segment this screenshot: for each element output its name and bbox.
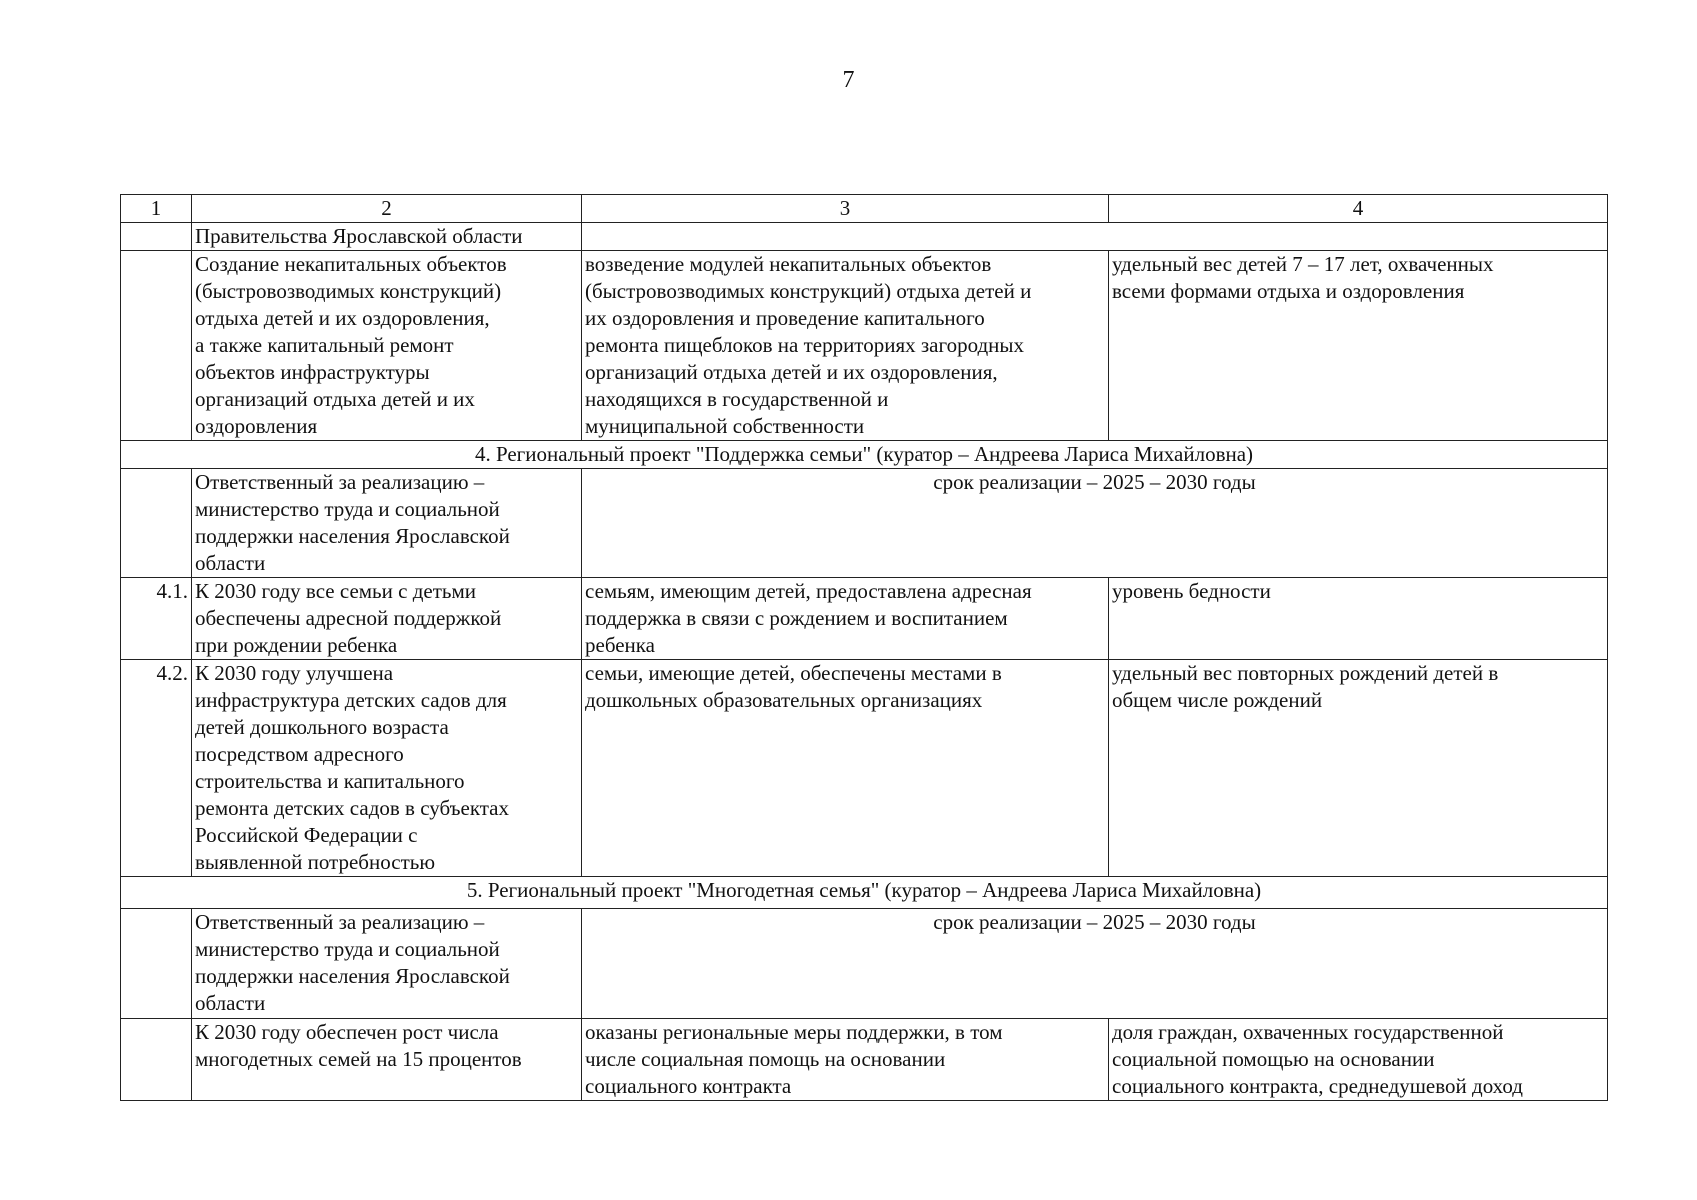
row-number-cell (121, 1019, 192, 1101)
row-result-cell: семьи, имеющие детей, обеспечены местами в дошкольных образовательных организациях (582, 660, 1109, 877)
table-row (121, 251, 1608, 441)
header-col-2: 2 (192, 195, 582, 223)
row-number-cell: 4.1. (121, 578, 192, 660)
row-number-cell (121, 251, 192, 441)
table-row (121, 1019, 1608, 1101)
row-number-cell (121, 909, 192, 1019)
table-header-row (121, 195, 1608, 223)
row-goal-cell: Создание некапитальных объектов (быстровозводимых конструкций) отдыха детей и их оздоровления, а также капитальный ремонт объектов инфраструктуры организаций отдыха детей и их оздоровления (192, 251, 582, 441)
table-row (121, 469, 1608, 578)
header-col-4: 4 (1109, 195, 1608, 223)
row-indicator-cell: удельный вес повторных рождений детей в общем числе рождений (1109, 660, 1608, 877)
row-number-cell (121, 469, 192, 578)
section-row (121, 441, 1608, 469)
row-indicator-cell: удельный вес детей 7 – 17 лет, охваченных всеми формами отдыха и оздоровления (1109, 251, 1608, 441)
deadline-cell: срок реализации – 2025 – 2030 годы (582, 909, 1608, 1019)
row-goal-cell: К 2030 году улучшена инфраструктура детских садов для детей дошкольного возраста посредством адресного строительства и капитального ремонта детских садов в субъектах Российской Федерации с выявленной потребностью (192, 660, 582, 877)
row-result-cell: семьям, имеющим детей, предоставлена адресная поддержка в связи с рождением и воспитанием ребенка (582, 578, 1109, 660)
row-result-cell: возведение модулей некапитальных объектов (быстровозводимых конструкций) отдыха детей и их оздоровления и проведение капитального ремонта пищеблоков на территориях загородных организаций отдыха детей и их оздоровления, находящихся в государственной и муниципальной собственности (582, 251, 1109, 441)
page-number: 7 (842, 67, 855, 93)
deadline-cell: срок реализации – 2025 – 2030 годы (582, 469, 1608, 578)
row-indicator-cell: уровень бедности (1109, 578, 1608, 660)
responsible-cell: Ответственный за реализацию – министерство труда и социальной поддержки населения Ярославской области (192, 469, 582, 578)
section-title: 4. Региональный проект "Поддержка семьи" (куратор – Андреева Лариса Михайловна) (121, 441, 1608, 469)
header-col-3: 3 (582, 195, 1109, 223)
row-goal-cell: К 2030 году обеспечен рост числа многодетных семей на 15 процентов (192, 1019, 582, 1101)
table-row (121, 660, 1608, 877)
responsible-cell: Ответственный за реализацию – министерство труда и социальной поддержки населения Ярославской области (192, 909, 582, 1019)
row-number-cell: 4.2. (121, 660, 192, 877)
row-goal-cell: Правительства Ярославской области (192, 223, 582, 251)
table-row (121, 223, 1608, 251)
document-table (120, 194, 1608, 1101)
table-row (121, 578, 1608, 660)
header-col-1: 1 (121, 195, 192, 223)
row-indicator-cell: доля граждан, охваченных государственной социальной помощью на основании социального контракта, среднедушевой доход (1109, 1019, 1608, 1101)
row-goal-cell: К 2030 году все семьи с детьми обеспечены адресной поддержкой при рождении ребенка (192, 578, 582, 660)
row-empty-cell (582, 223, 1608, 251)
section-title: 5. Региональный проект "Многодетная семья" (куратор – Андреева Лариса Михайловна) (121, 877, 1608, 909)
row-number-cell (121, 223, 192, 251)
section-row (121, 877, 1608, 909)
table-row (121, 909, 1608, 1019)
row-result-cell: оказаны региональные меры поддержки, в том числе социальная помощь на основании социального контракта (582, 1019, 1109, 1101)
